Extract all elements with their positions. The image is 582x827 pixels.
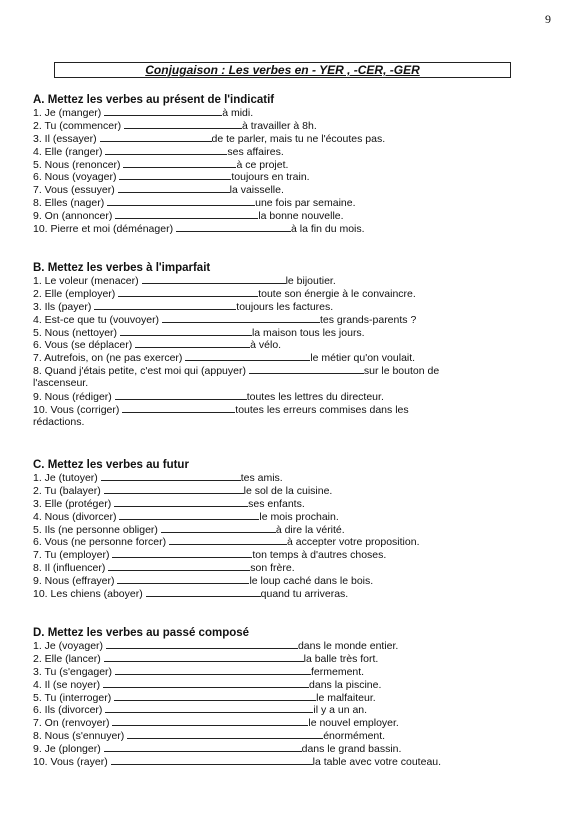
section-c: [33, 459, 553, 600]
prompt: 9. On (annoncer): [33, 210, 113, 223]
continuation-text: rédactions.: [33, 415, 85, 428]
section-title: A. Mettez les verbes au présent de l'indicatif: [33, 94, 275, 106]
sentence-end: à dire la vérité.: [275, 523, 345, 536]
prompt: 4. Elle (ranger): [33, 145, 103, 158]
sentence-end: énormément.: [323, 730, 386, 743]
prompt: 2. Tu (commencer): [33, 119, 122, 132]
answer-blank[interactable]: [118, 183, 230, 193]
prompt: 9. Nous (rédiger): [33, 391, 112, 404]
prompt: 10. Les chiens (aboyer): [33, 588, 143, 601]
answer-blank[interactable]: [117, 574, 249, 584]
sentence-end: la table avec votre couteau.: [312, 756, 442, 769]
sentence-end: à la fin du mois.: [291, 223, 365, 236]
prompt: 3. Ils (payer): [33, 300, 92, 313]
answer-blank[interactable]: [162, 313, 320, 323]
prompt: 10. Pierre et moi (déménager): [33, 223, 174, 236]
exercise-line: [33, 587, 553, 600]
answer-blank[interactable]: [112, 716, 308, 726]
exercise-line: [33, 755, 553, 768]
prompt: 9. Je (plonger): [33, 743, 101, 756]
prompt: 6. Nous (voyager): [33, 171, 117, 184]
exercise-line: [33, 716, 553, 729]
worksheet-title: Conjugaison : Les verbes en - YER , -CER, -GER: [145, 63, 420, 77]
sentence-end: la maison tous les jours.: [251, 326, 365, 339]
exercise-line: [33, 703, 553, 716]
sentence-end: le métier qu'on voulait.: [310, 352, 416, 365]
prompt: 8. Il (influencer): [33, 562, 106, 575]
exercise-line: [33, 548, 553, 561]
sentence-end: dans le monde entier.: [297, 640, 399, 652]
answer-blank[interactable]: [185, 351, 310, 361]
exercise-line: [33, 639, 553, 652]
answer-blank[interactable]: [127, 729, 323, 739]
answer-blank[interactable]: [103, 678, 309, 688]
exercise-line: [33, 132, 553, 145]
sentence-end: toujours en train.: [231, 171, 310, 184]
exercise-line: [33, 222, 553, 235]
exercise-line: [33, 274, 553, 287]
exercise-line: [33, 535, 553, 548]
answer-blank[interactable]: [104, 652, 304, 662]
exercise-line: [33, 729, 553, 742]
sentence-end: à midi.: [222, 107, 254, 119]
answer-blank[interactable]: [119, 510, 259, 520]
section-d: [33, 627, 553, 768]
answer-blank[interactable]: [249, 364, 364, 374]
sentence-end: son frère.: [250, 562, 295, 575]
sentence-end: la vaisselle.: [229, 184, 284, 197]
answer-blank[interactable]: [142, 274, 286, 284]
worksheet-title-box: [54, 62, 511, 78]
answer-blank[interactable]: [114, 691, 316, 701]
prompt: 4. Il (se noyer): [33, 678, 101, 691]
prompt: 5. Nous (nettoyer): [33, 326, 118, 339]
sentence-end: toutes les lettres du directeur.: [246, 391, 384, 404]
prompt: 1. Je (manger): [33, 107, 102, 119]
exercise-line: [33, 351, 553, 364]
sentence-end: à ce projet.: [236, 158, 289, 171]
prompt: 6. Vous (se déplacer): [33, 339, 133, 352]
exercise-line: [33, 209, 553, 222]
prompt: 4. Nous (divorcer): [33, 510, 117, 523]
prompt: 1. Je (tutoyer): [33, 472, 98, 484]
sentence-end: le loup caché dans le bois.: [249, 575, 374, 588]
sentence-end: une fois par semaine.: [255, 197, 356, 210]
answer-blank[interactable]: [124, 119, 242, 129]
answer-blank[interactable]: [94, 300, 236, 310]
exercise-line: [33, 678, 553, 691]
exercise-line: [33, 652, 553, 665]
exercise-line: [33, 287, 553, 300]
exercise-line: [33, 364, 553, 377]
sentence-end: toutes les erreurs commises dans les: [235, 403, 409, 416]
section-a: [33, 94, 553, 235]
exercise-line: [33, 390, 553, 403]
sentence-end: la balle très fort.: [303, 652, 379, 665]
prompt: 6. Vous (ne personne forcer): [33, 536, 167, 549]
prompt: 3. Elle (protéger): [33, 497, 112, 510]
answer-blank[interactable]: [100, 132, 212, 142]
sentence-end: à travailler à 8h.: [242, 119, 317, 132]
exercise-line: [33, 170, 553, 183]
section-b: [33, 262, 553, 429]
prompt: 6. Ils (divorcer): [33, 704, 103, 717]
sentence-end: tes amis.: [240, 472, 283, 484]
answer-blank[interactable]: [176, 222, 291, 232]
answer-blank[interactable]: [114, 497, 248, 507]
prompt: 2. Tu (balayer): [33, 484, 101, 497]
exercise-line: [33, 574, 553, 587]
continuation-text: l'ascenseur.: [33, 377, 89, 390]
answer-blank[interactable]: [107, 196, 255, 206]
answer-blank[interactable]: [104, 484, 244, 494]
section-title: B. Mettez les verbes à l'imparfait: [33, 262, 211, 274]
answer-blank[interactable]: [169, 535, 287, 545]
exercise-line: [33, 691, 553, 704]
exercise-line: [33, 484, 553, 497]
exercise-line: [33, 561, 553, 574]
prompt: 3. Il (essayer): [33, 132, 97, 145]
answer-blank[interactable]: [101, 471, 241, 481]
exercise-line: [33, 145, 553, 158]
prompt: 1. Le voleur (menacer): [33, 275, 139, 287]
answer-blank[interactable]: [115, 209, 258, 219]
answer-blank[interactable]: [135, 338, 250, 348]
prompt: 8. Nous (s'ennuyer): [33, 730, 125, 743]
exercise-line: [33, 196, 553, 209]
prompt: 9. Nous (effrayer): [33, 575, 115, 588]
exercise-line: [33, 183, 553, 196]
exercise-line: [33, 158, 553, 171]
answer-blank[interactable]: [120, 326, 252, 336]
answer-blank[interactable]: [146, 587, 261, 597]
exercise-line: [33, 497, 553, 510]
prompt: 10. Vous (rayer): [33, 756, 108, 769]
exercise-line: [33, 119, 553, 132]
sentence-end: de te parler, mais tu ne l'écoutes pas.: [211, 132, 386, 145]
exercise-line: [33, 471, 553, 484]
prompt: 2. Elle (employer): [33, 287, 116, 300]
sentence-end: dans le grand bassin.: [301, 743, 402, 756]
answer-blank[interactable]: [119, 170, 231, 180]
prompt: 7. Autrefois, on (ne pas exercer): [33, 352, 183, 365]
sentence-end: le nouvel employer.: [308, 717, 399, 730]
prompt: 5. Ils (ne personne obliger): [33, 523, 158, 536]
prompt: 8. Quand j'étais petite, c'est moi qui (appuyer): [33, 365, 246, 378]
sentence-end: quand tu arriveras.: [260, 588, 349, 601]
answer-blank[interactable]: [115, 390, 247, 400]
answer-blank[interactable]: [112, 548, 252, 558]
exercise-line: [33, 510, 553, 523]
answer-blank[interactable]: [111, 755, 313, 765]
sentence-end: fermement.: [310, 665, 365, 678]
exercise-line: [33, 338, 553, 351]
exercise-line: [33, 403, 553, 416]
exercise-line: [33, 300, 553, 313]
answer-blank[interactable]: [115, 665, 311, 675]
sentence-end: le sol de la cuisine.: [243, 484, 333, 497]
answer-blank[interactable]: [104, 742, 302, 752]
section-title: C. Mettez les verbes au futur: [33, 459, 189, 471]
section-title: D. Mettez les verbes au passé composé: [33, 627, 250, 639]
sentence-end: toute son énergie à le convaincre.: [258, 287, 416, 300]
sentence-end: ses enfants.: [248, 497, 305, 510]
prompt: 3. Tu (s'engager): [33, 665, 113, 678]
sentence-end: le mois prochain.: [259, 510, 339, 523]
sentence-end: le malfaiteur.: [316, 691, 376, 704]
prompt: 7. Tu (employer): [33, 549, 110, 562]
exercise-line: [33, 313, 553, 326]
exercise-line: [33, 523, 553, 536]
exercise-line: [33, 665, 553, 678]
sentence-end: à vélo.: [250, 339, 282, 352]
answer-blank[interactable]: [104, 106, 222, 116]
sentence-end: ses affaires.: [227, 145, 284, 158]
prompt: 5. Tu (interroger): [33, 691, 112, 704]
page-number: 9: [545, 12, 551, 26]
sentence-end: il y a un an.: [313, 704, 368, 717]
sentence-end: sur le bouton de: [363, 365, 440, 378]
prompt: 2. Elle (lancer): [33, 652, 101, 665]
prompt: 7. On (renvoyer): [33, 717, 110, 730]
answer-blank[interactable]: [105, 145, 227, 155]
prompt: 1. Je (voyager): [33, 640, 104, 652]
answer-blank[interactable]: [161, 523, 276, 533]
prompt: 7. Vous (essuyer): [33, 184, 115, 197]
sentence-end: toujours les factures.: [236, 300, 334, 313]
sentence-end: dans la piscine.: [309, 678, 382, 691]
prompt: 10. Vous (corriger): [33, 403, 120, 416]
exercise-line: [33, 106, 553, 119]
sentence-end: le bijoutier.: [285, 275, 336, 287]
answer-blank[interactable]: [108, 561, 250, 571]
answer-blank[interactable]: [118, 287, 258, 297]
prompt: 4. Est-ce que tu (vouvoyer): [33, 313, 160, 326]
prompt: 8. Elles (nager): [33, 197, 105, 210]
exercise-line: [33, 326, 553, 339]
answer-blank[interactable]: [105, 703, 313, 713]
sentence-end: tes grands-parents ?: [319, 313, 417, 326]
prompt: 5. Nous (renoncer): [33, 158, 121, 171]
sentence-end: à accepter votre proposition.: [287, 536, 420, 549]
answer-blank[interactable]: [106, 639, 298, 649]
answer-blank[interactable]: [123, 158, 236, 168]
exercise-line: [33, 742, 553, 755]
answer-blank[interactable]: [122, 403, 235, 413]
sentence-end: ton temps à d'autres choses.: [252, 549, 387, 562]
sentence-end: la bonne nouvelle.: [258, 210, 344, 223]
